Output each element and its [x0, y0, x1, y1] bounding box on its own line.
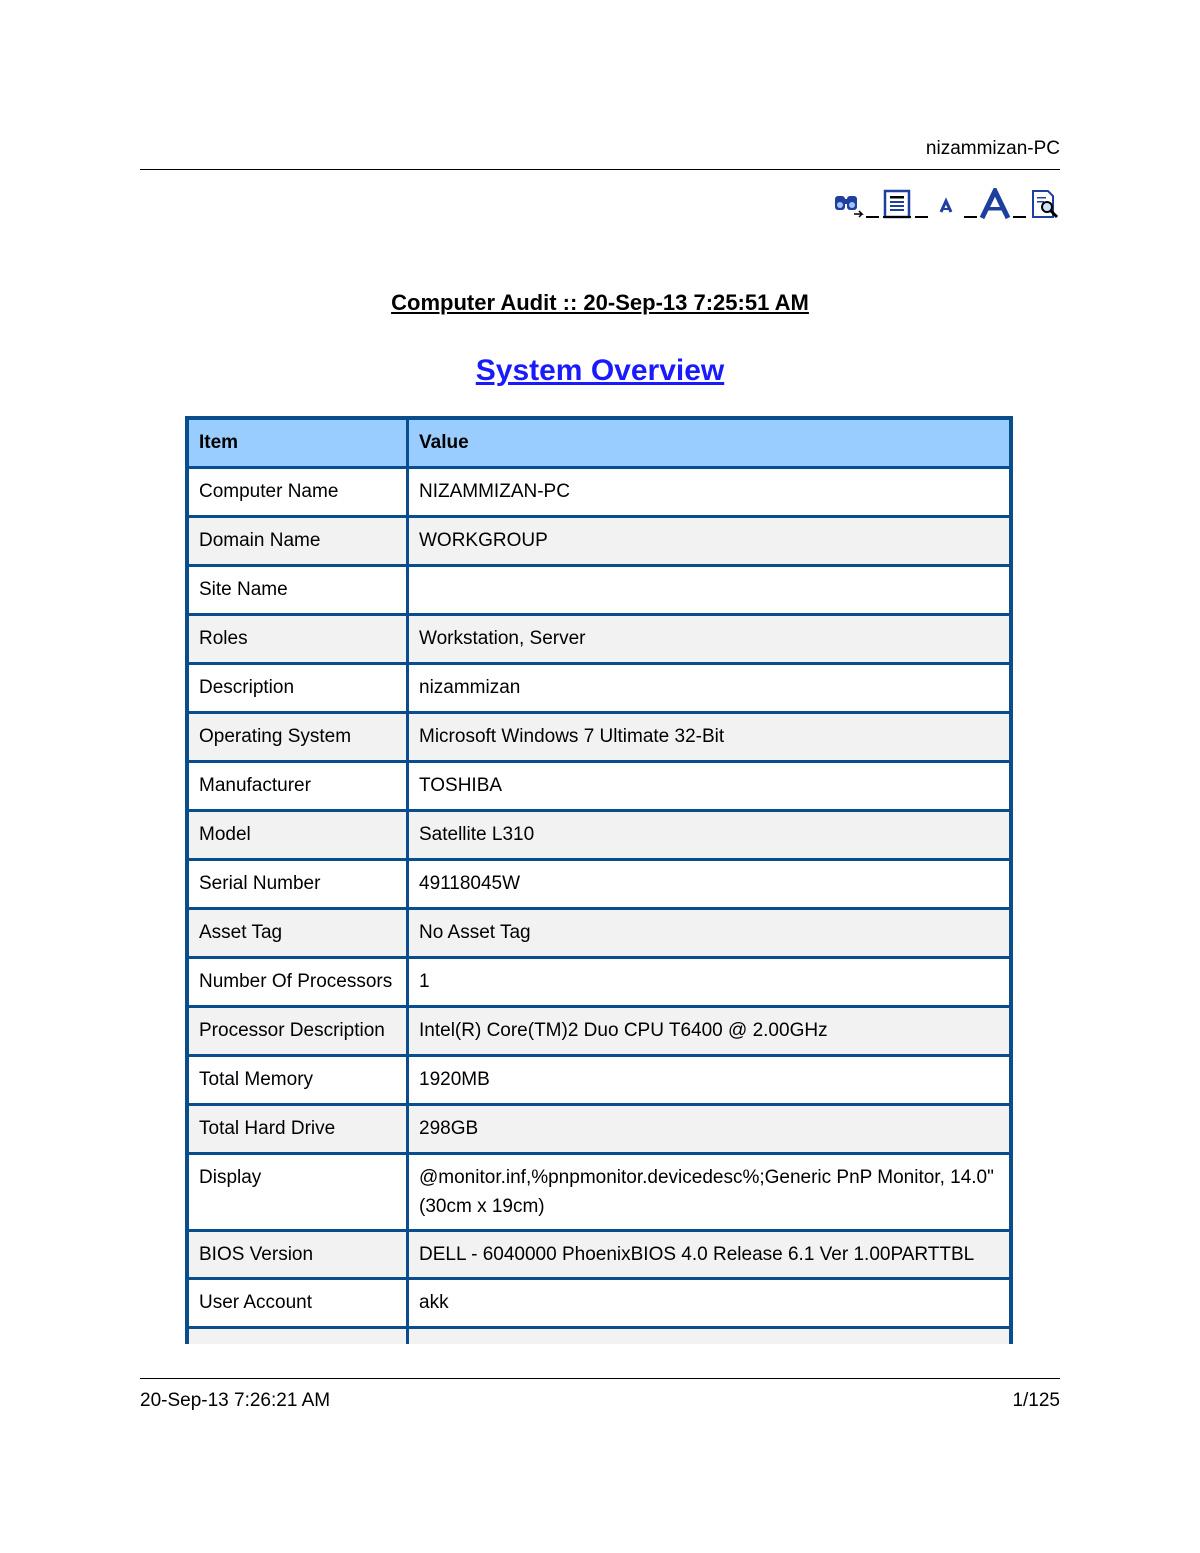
table-row — [189, 665, 1009, 714]
large-font-icon[interactable] — [979, 188, 1011, 220]
cell-value: 298GB — [409, 1106, 1009, 1155]
table-row — [189, 959, 1009, 1008]
section-title-system-overview[interactable]: System Overview — [475, 354, 725, 387]
cell-value: nizammizan — [409, 665, 1009, 714]
toolbar-separator — [1013, 216, 1026, 218]
cell-item: Operating System — [189, 714, 409, 763]
cell-value: No Asset Tag — [409, 910, 1009, 959]
cell-item: Total Hard Drive — [189, 1106, 409, 1155]
table-header-row — [189, 420, 1009, 469]
find-icon[interactable] — [832, 188, 864, 220]
cell-item: Roles — [189, 616, 409, 665]
cell-value: Intel(R) Core(TM)2 Duo CPU T6400 @ 2.00GHz — [409, 1008, 1009, 1057]
cell-value: @monitor.inf,%pnpmonitor.devicedesc%;Generic PnP Monitor, 14.0" (30cm x 19cm) — [409, 1155, 1009, 1232]
column-header-value: Value — [409, 420, 1009, 469]
text-view-icon[interactable] — [881, 188, 913, 220]
cell-value: Satellite L310 — [409, 812, 1009, 861]
header-rule — [140, 169, 1060, 170]
table-row — [189, 1106, 1009, 1155]
report-toolbar — [832, 184, 1060, 220]
cell-item: Site Name — [189, 567, 409, 616]
cell-item: Total Memory — [189, 1057, 409, 1106]
cell-item: Processor Description — [189, 1008, 409, 1057]
cell-value: Microsoft Windows 7 Ultimate 32-Bit — [409, 714, 1009, 763]
table-row — [189, 910, 1009, 959]
system-overview-table — [185, 416, 1013, 1344]
cell-item: BIOS Version — [189, 1232, 409, 1280]
small-font-icon[interactable] — [930, 188, 962, 220]
toolbar-separator — [866, 216, 879, 218]
cell-item: Description — [189, 665, 409, 714]
document-title: Computer Audit :: 20-Sep-13 7:25:51 AM — [391, 290, 809, 315]
table-row — [189, 861, 1009, 910]
table-row — [189, 1155, 1009, 1232]
cell-value: WORKGROUP — [409, 518, 1009, 567]
cell-item: Asset Tag — [189, 910, 409, 959]
table-row — [189, 1280, 1009, 1329]
table-row — [189, 714, 1009, 763]
table-row — [189, 812, 1009, 861]
table-row — [189, 1057, 1009, 1106]
cell-item: Serial Number — [189, 861, 409, 910]
footer-timestamp: 20-Sep-13 7:26:21 AM — [140, 1390, 331, 1411]
cell-value — [409, 1329, 1009, 1344]
cell-item: Computer Name — [189, 469, 409, 518]
cell-item: Model — [189, 812, 409, 861]
column-header-item: Item — [189, 420, 409, 469]
print-preview-icon[interactable] — [1028, 188, 1060, 220]
cell-item: Manufacturer — [189, 763, 409, 812]
cell-item: Display — [189, 1155, 409, 1232]
cell-value — [409, 567, 1009, 616]
table-row — [189, 518, 1009, 567]
cell-value: Workstation, Server — [409, 616, 1009, 665]
cell-item: User Account — [189, 1280, 409, 1329]
table-row — [189, 1232, 1009, 1280]
footer-rule — [140, 1378, 1060, 1379]
cell-value: 49118045W — [409, 861, 1009, 910]
header-computer-name: nizammizan-PC — [925, 138, 1060, 159]
table-row — [189, 469, 1009, 518]
cell-value: NIZAMMIZAN-PC — [409, 469, 1009, 518]
table-row — [189, 763, 1009, 812]
cell-item — [189, 1329, 409, 1344]
table-row — [189, 567, 1009, 616]
cell-item: Number Of Processors — [189, 959, 409, 1008]
table-row — [189, 1329, 1009, 1344]
cell-value: 1920MB — [409, 1057, 1009, 1106]
toolbar-separator — [915, 216, 928, 218]
cell-item: Domain Name — [189, 518, 409, 567]
table-row — [189, 616, 1009, 665]
footer-page-number: 1/125 — [1012, 1390, 1060, 1411]
table-row — [189, 1008, 1009, 1057]
toolbar-separator — [964, 216, 977, 218]
cell-value: TOSHIBA — [409, 763, 1009, 812]
cell-value: DELL - 6040000 PhoenixBIOS 4.0 Release 6.1 Ver 1.00PARTTBL — [409, 1232, 1009, 1280]
cell-value: akk — [409, 1280, 1009, 1329]
cell-value: 1 — [409, 959, 1009, 1008]
